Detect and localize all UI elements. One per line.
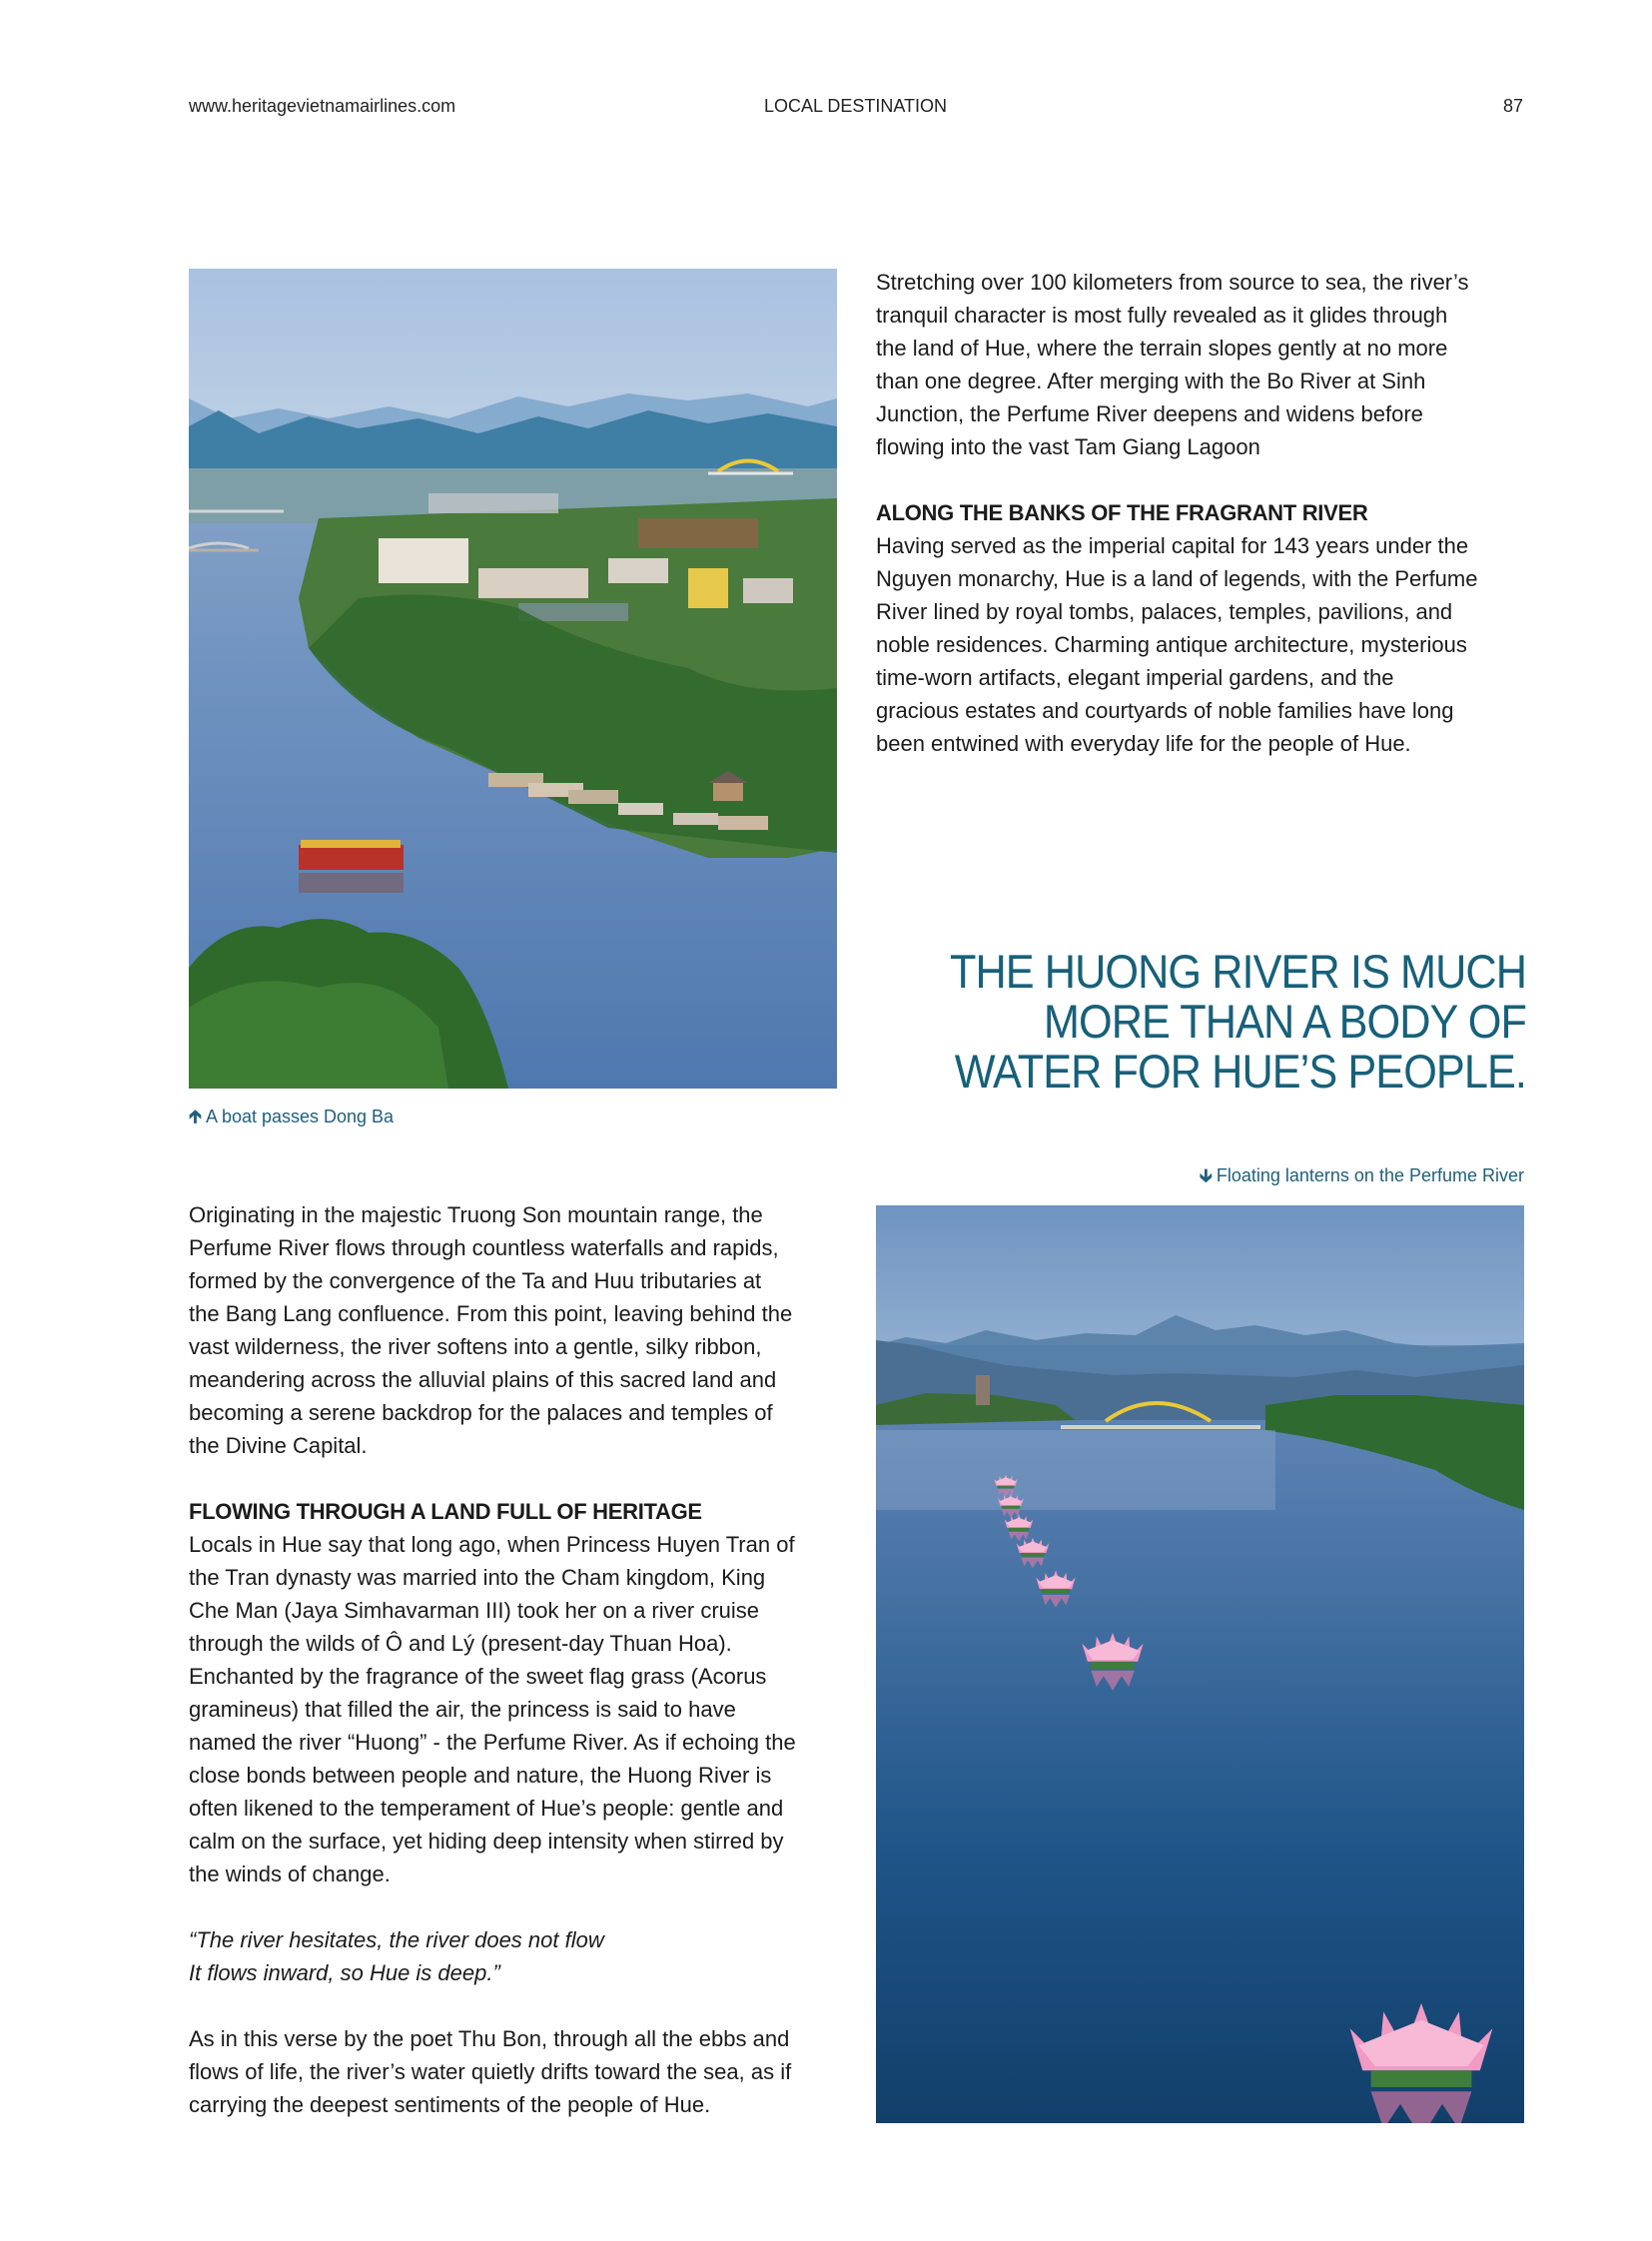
river-aerial-illustration bbox=[189, 269, 837, 1089]
left-column-text bbox=[189, 1198, 848, 2121]
lotus-lanterns-illustration bbox=[876, 1205, 1524, 2123]
paragraph-conclusion: As in this verse by the poet Thu Bon, through all the ebbs and flows of life, the river’s water quietly drifts toward the sea, as if carrying the deepest sentiments of the people of Hue. bbox=[189, 2026, 792, 2117]
photo-boat-dong-ba bbox=[189, 269, 837, 1089]
arrow-down-icon: 🡳 bbox=[1199, 1165, 1213, 1185]
verse-quote: “The river hesitates, the river does not flow It flows inward, so Hue is deep.” bbox=[189, 1927, 604, 1985]
website-url: www.heritagevietnamairlines.com bbox=[189, 96, 456, 116]
paragraph-origin: Originating in the majestic Truong Son mountain range, the Perfume River flows through countless waterfalls and rapids, formed by the convergence of the Ta and Huu tributaries at the Bang Lang confluence. From this point, leaving behind the vast wilderness, the river softens into a gentle, silky ribbon, meandering across the alluvial plains of this sacred land and becoming a serene backdrop for the palaces and temples of the Divine Capital. bbox=[189, 1202, 793, 1458]
paragraph-river-length: Stretching over 100 kilometers from source to sea, the river’s tranquil character is most fully revealed as it glides through the land of Hue, where the terrain slopes gently at no more than one degree. After merging with the Bo River at Sinh Junction, the Perfume River deepens and widens before flowing into the vast Tam Giang Lagoon bbox=[876, 270, 1469, 459]
arrow-up-icon: 🡱 bbox=[189, 1107, 202, 1126]
page-number: 87 bbox=[1503, 96, 1524, 116]
caption-top-photo bbox=[189, 1105, 394, 1134]
right-column-text bbox=[876, 266, 1535, 760]
paragraph-legend: Locals in Hue say that long ago, when Princess Huyen Tran of the Tran dynasty was married into the Cham kingdom, King Che Man (Jaya Simhavarman III) took her on a river cruise through the wilds of Ô and Lý (present-day Thuan Hoa). Enchanted by the fragrance of the sweet flag grass (Acorus gramineus) that filled the air, the princess is said to have named the river “Huong” - the Perfume River. As if echoing the close bonds between people and nature, the Huong River is often likened to the temperament of Hue’s people: gentle and calm on the surface, yet hiding deep intensity when stirred by the winds of change. bbox=[189, 1532, 796, 1886]
caption-text: Floating lanterns on the Perfume River bbox=[1216, 1165, 1524, 1185]
pull-quote: THE HUONG RIVER IS MUCH MORE THAN A BODY OF WATER FOR HUE’S PEOPLE. bbox=[949, 945, 1526, 1098]
photo-floating-lanterns bbox=[876, 1205, 1524, 2123]
caption-text: A boat passes Dong Ba bbox=[205, 1107, 395, 1126]
caption-bottom-photo bbox=[1200, 1163, 1524, 1193]
section-title: LOCAL DESTINATION bbox=[764, 96, 948, 116]
heading-fragrant-river: ALONG THE BANKS OF THE FRAGRANT RIVER bbox=[876, 500, 1368, 525]
heading-land-of-heritage: FLOWING THROUGH A LAND FULL OF HERITAGE bbox=[189, 1499, 702, 1524]
paragraph-imperial-capital: Having served as the imperial capital for 143 years under the Nguyen monarchy, Hue is a land of legends, with the Perfume River lined by royal tombs, palaces, temples, pavilions, and noble residences. Charming antique architecture, mysterious time-worn artifacts, elegant imperial gardens, and the gracious estates and courtyards of noble families have long been entwined with everyday life for the people of Hue. bbox=[876, 533, 1478, 756]
